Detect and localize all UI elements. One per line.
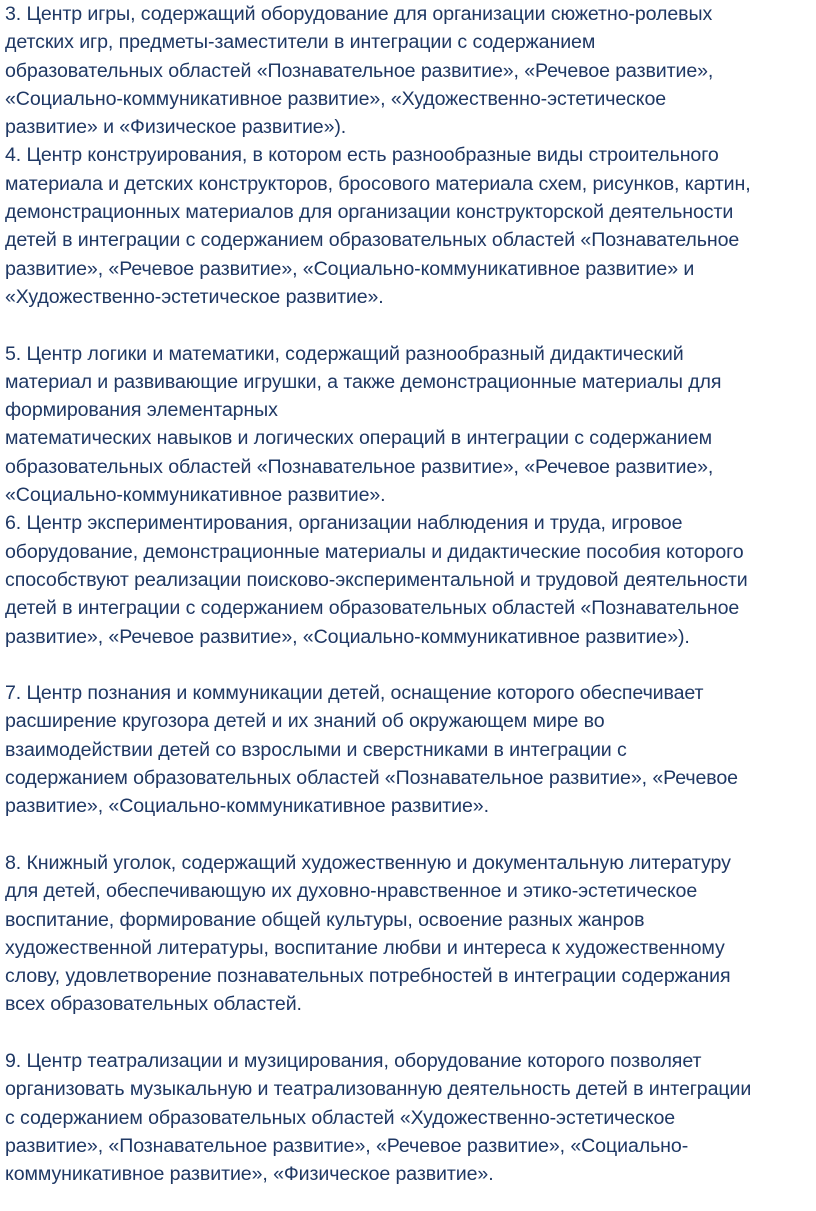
text-line: 5. Центр логики и математики, содержащий разнообразный дидактический bbox=[5, 342, 684, 365]
text-line: 6. Центр экспериментирования, организации наблюдения и труда, игровое bbox=[5, 512, 683, 535]
paragraph-9 bbox=[5, 1047, 816, 1188]
text-line: развитие», «Речевое развитие», «Социально-коммуникативное развитие» и bbox=[5, 257, 695, 280]
text-line: «Социально-коммуникативное развитие». bbox=[5, 484, 386, 507]
text-line: художественной литературы, воспитание любви и интереса к художественному bbox=[5, 936, 725, 959]
text-line: образовательных областей «Познавательное развитие», «Речевое развитие», bbox=[5, 59, 714, 82]
text-line: коммуникативное развитие», «Физическое развитие». bbox=[5, 1163, 494, 1186]
text-line: детей в интеграции с содержанием образовательных областей «Познавательное bbox=[5, 597, 740, 620]
text-line: взаимодействии детей со взрослыми и сверстниками в интеграции с bbox=[5, 738, 627, 761]
text-line: всех образовательных областей. bbox=[5, 993, 302, 1016]
text-line: развитие», «Познавательное развитие», «Речевое развитие», «Социально- bbox=[5, 1134, 689, 1157]
text-line: детских игр, предметы-заместители в интеграции с содержанием bbox=[5, 31, 596, 54]
paragraph-8 bbox=[5, 849, 816, 1019]
text-line: формирования элементарных bbox=[5, 399, 278, 422]
document-body bbox=[5, 0, 816, 1188]
text-line: с содержанием образовательных областей «Художественно-эстетическое bbox=[5, 1106, 676, 1129]
text-line: способствуют реализации поисково-экспериментальной и трудовой деятельности bbox=[5, 568, 748, 591]
text-line: математических навыков и логических операций в интеграции с содержанием bbox=[5, 427, 713, 450]
paragraph-5 bbox=[5, 340, 816, 510]
paragraph-spacer bbox=[5, 1019, 816, 1047]
paragraph-spacer bbox=[5, 821, 816, 849]
text-line: материала и детских конструкторов, бросового материала схем, рисунков, картин, bbox=[5, 172, 751, 195]
paragraph-7 bbox=[5, 679, 816, 820]
paragraph-6 bbox=[5, 509, 816, 650]
paragraph-spacer bbox=[5, 651, 816, 679]
text-line: демонстрационных материалов для организации конструкторской деятельности bbox=[5, 201, 734, 224]
paragraph-4 bbox=[5, 141, 816, 311]
text-line: «Социально-коммуникативное развитие», «Художественно-эстетическое bbox=[5, 87, 667, 110]
text-line: воспитание, формирование общей культуры, освоение разных жанров bbox=[5, 908, 645, 931]
text-line: организовать музыкальную и театрализованную деятельность детей в интеграции bbox=[5, 1078, 752, 1101]
text-line: материал и развивающие игрушки, а также демонстрационные материалы для bbox=[5, 370, 722, 393]
text-line: детей в интеграции с содержанием образовательных областей «Познавательное bbox=[5, 229, 740, 252]
text-line: 8. Книжный уголок, содержащий художественную и документальную литературу bbox=[5, 851, 731, 874]
text-line: развитие», «Речевое развитие», «Социально-коммуникативное развитие»). bbox=[5, 625, 690, 648]
text-line: 3. Центр игры, содержащий оборудование для организации сюжетно-ролевых bbox=[5, 3, 713, 25]
paragraph-3 bbox=[5, 0, 816, 141]
text-line: развитие», «Социально-коммуникативное развитие». bbox=[5, 795, 489, 818]
text-line: расширение кругозора детей и их знаний об окружающем мире во bbox=[5, 710, 605, 733]
text-line: 7. Центр познания и коммуникации детей, оснащение которого обеспечивает bbox=[5, 682, 704, 705]
text-line: содержанием образовательных областей «Познавательное развитие», «Речевое bbox=[5, 767, 738, 790]
paragraph-spacer bbox=[5, 311, 816, 339]
text-line: оборудование, демонстрационные материалы и дидактические пособия которого bbox=[5, 540, 744, 563]
text-line: 9. Центр театрализации и музицирования, оборудование которого позволяет bbox=[5, 1049, 702, 1072]
text-line: слову, удовлетворение познавательных потребностей в интеграции содержания bbox=[5, 965, 731, 988]
text-line: развитие» и «Физическое развитие»). bbox=[5, 116, 347, 139]
text-line: 4. Центр конструирования, в котором есть разнообразные виды строительного bbox=[5, 144, 719, 167]
text-line: «Художественно-эстетическое развитие». bbox=[5, 285, 384, 308]
text-line: образовательных областей «Познавательное развитие», «Речевое развитие», bbox=[5, 455, 714, 478]
text-line: для детей, обеспечивающую их духовно-нравственное и этико-эстетическое bbox=[5, 880, 698, 903]
